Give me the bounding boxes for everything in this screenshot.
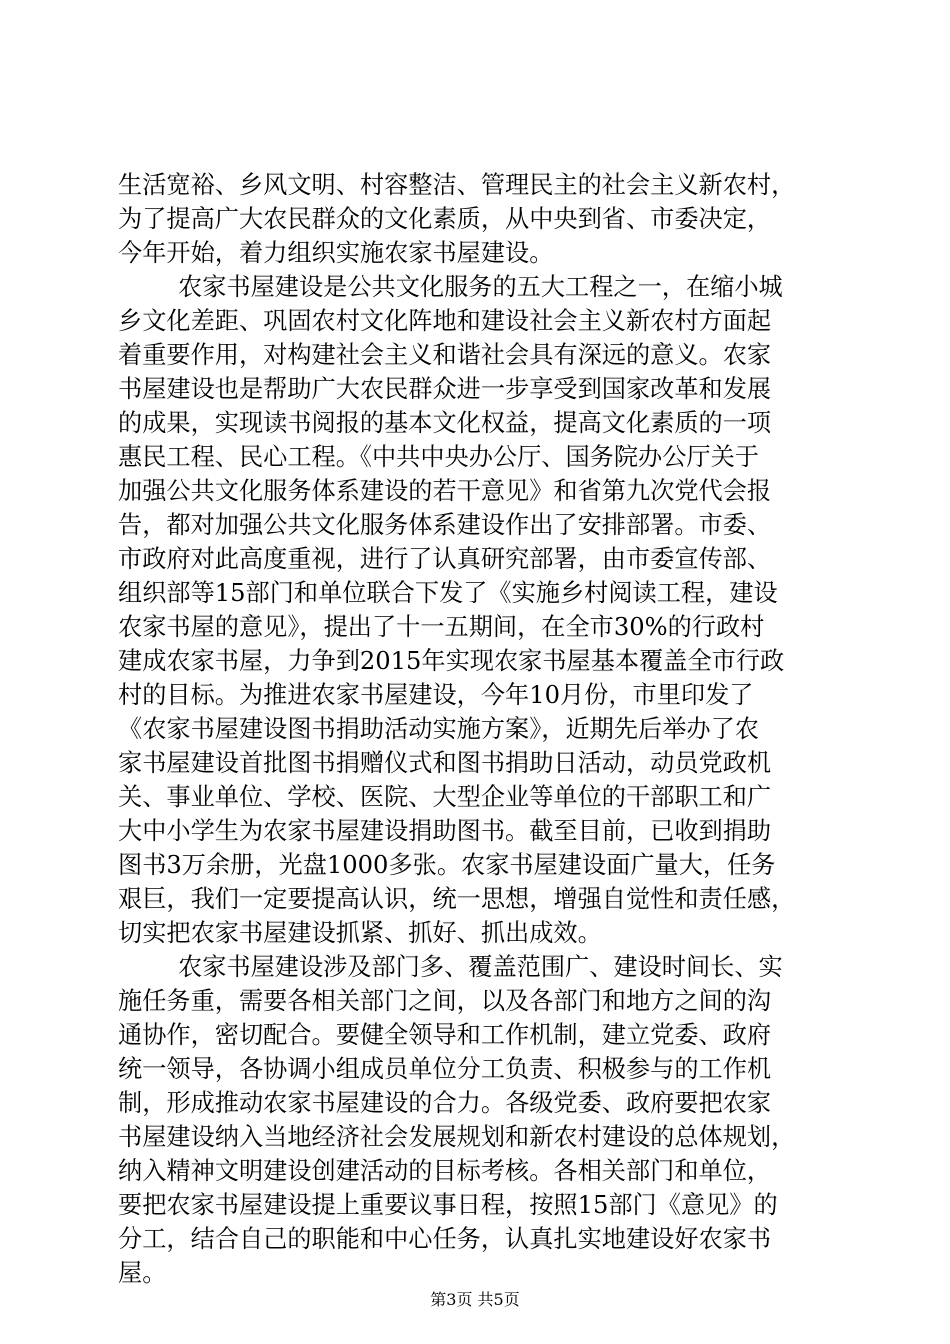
text-line: 为了提高广大农民群众的文化素质，从中央到省、市委决定， (118, 205, 772, 233)
text-line: 的成果，实现读书阅报的基本文化权益，提高文化素质的一项 (118, 409, 772, 437)
text-line: 书屋建设纳入当地经济社会发展规划和新农村建设的总体规划， (118, 1123, 796, 1151)
text-line: 纳入精神文明建设创建活动的目标考核。各相关部门和单位， (118, 1157, 772, 1185)
text-line: 加强公共文化服务体系建设的若干意见》和省第九次党代会报 (118, 477, 772, 505)
page-number-footer: 第3页 共5页 (430, 1290, 520, 1309)
text-line: 生活宽裕、乡风文明、村容整洁、管理民主的社会主义新农村， (118, 171, 796, 199)
text-line: 图书3万余册，光盘1000多张。农家书屋建设面广量大，任务 (118, 851, 776, 879)
text-line: 农家书屋的意见》，提出了十一五期间，在全市30%的行政村 (118, 613, 765, 641)
text-line: 组织部等15部门和单位联合下发了《实施乡村阅读工程，建设 (118, 579, 778, 607)
text-line: 今年开始，着力组织实施农家书屋建设。 (118, 239, 554, 267)
text-line: 建成农家书屋，力争到2015年实现农家书屋基本覆盖全市行政 (118, 647, 785, 675)
text-line: 施任务重，需要各相关部门之间，以及各部门和地方之间的沟 (118, 987, 772, 1015)
text-line: 着重要作用，对构建社会主义和谐社会具有深远的意义。农家 (118, 341, 772, 369)
text-line: 制，形成推动农家书屋建设的合力。各级党委、政府要把农家 (118, 1089, 772, 1117)
text-line: 关、事业单位、学校、医院、大型企业等单位的干部职工和广 (118, 783, 772, 811)
text-line: 乡文化差距、巩固农村文化阵地和建设社会主义新农村方面起 (118, 307, 772, 335)
text-line: 村的目标。为推进农家书屋建设，今年10月份，市里印发了 (118, 681, 754, 709)
paragraph-start-line: 农家书屋建设涉及部门多、覆盖范围广、建设时间长、实 (178, 953, 783, 981)
text-line: 市政府对此高度重视，进行了认真研究部署，由市委宣传部、 (118, 545, 772, 573)
text-line: 切实把农家书屋建设抓紧、抓好、抓出成效。 (118, 919, 602, 947)
text-line: 屋。 (118, 1259, 167, 1287)
text-line: 家书屋建设首批图书捐赠仪式和图书捐助日活动，动员党政机 (118, 749, 772, 777)
text-line: 要把农家书屋建设提上重要议事日程，按照15部门《意见》的 (118, 1191, 778, 1219)
text-line: 书屋建设也是帮助广大农民群众进一步享受到国家改革和发展 (118, 375, 772, 403)
text-line: 艰巨，我们一定要提高认识，统一思想，增强自觉性和责任感， (118, 885, 796, 913)
text-line: 统一领导，各协调小组成员单位分工负责、积极参与的工作机 (118, 1055, 772, 1083)
text-line: 分工，结合自己的职能和中心任务，认真扎实地建设好农家书 (118, 1225, 772, 1253)
text-line: 惠民工程、民心工程。《中共中央办公厅、国务院办公厅关于 (118, 443, 759, 471)
text-line: 告，都对加强公共文化服务体系建设作出了安排部署。市委、 (118, 511, 772, 539)
text-line: 通协作，密切配合。要健全领导和工作机制，建立党委、政府 (118, 1021, 772, 1049)
text-line: 《农家书屋建设图书捐助活动实施方案》，近期先后举办了农 (118, 715, 759, 743)
paragraph-start-line: 农家书屋建设是公共文化服务的五大工程之一，在缩小城 (178, 273, 783, 301)
text-line: 大中小学生为农家书屋建设捐助图书。截至目前，已收到捐助 (118, 817, 772, 845)
